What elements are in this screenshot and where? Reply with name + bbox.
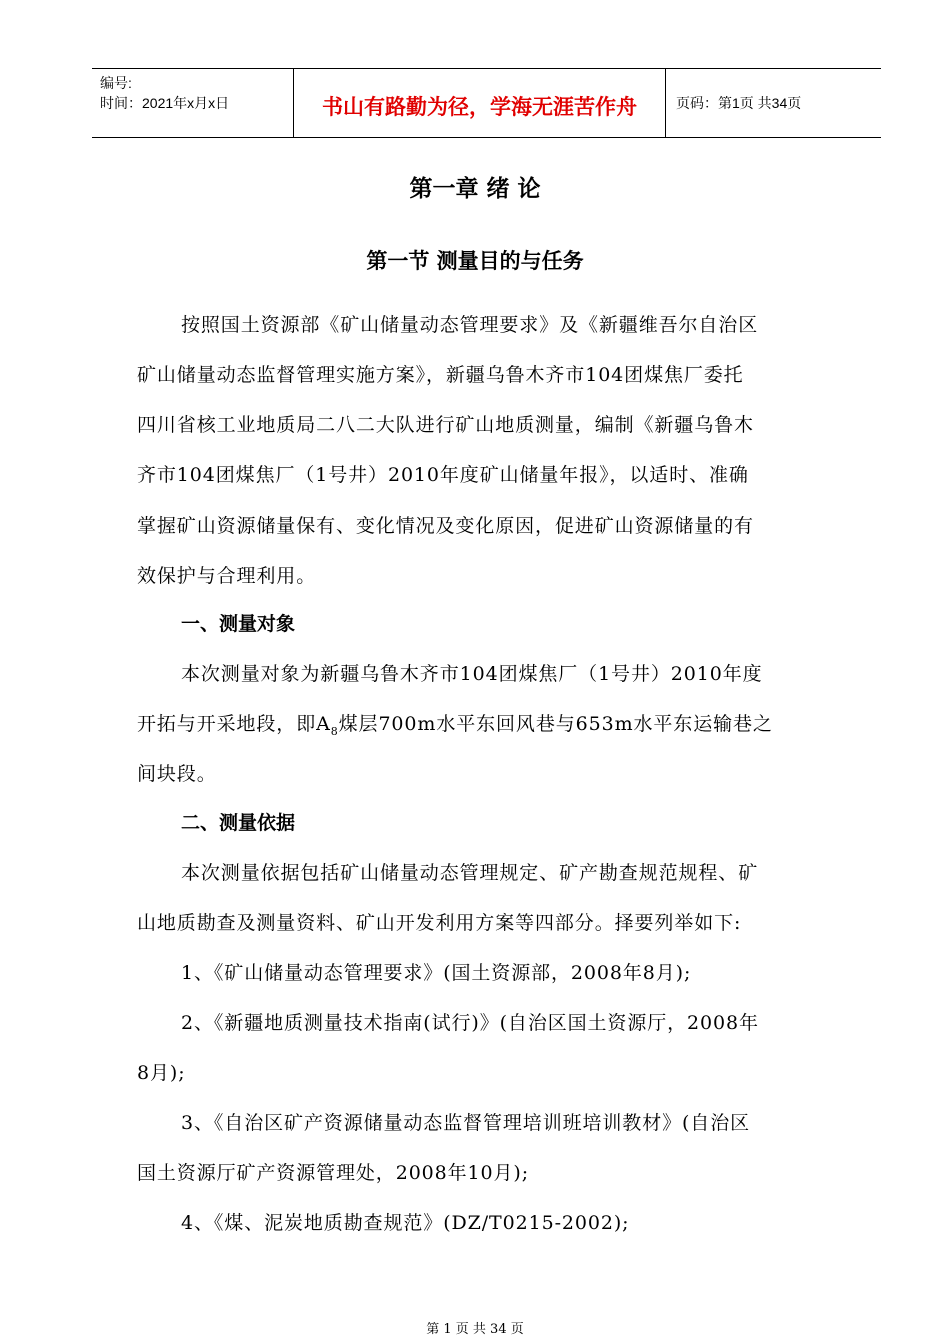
coal-seam-subscript: 8 <box>330 724 339 738</box>
header-motto: 书山有路勤为径，学海无涯苦作舟 <box>322 95 637 119</box>
header-motto-cell <box>293 69 666 137</box>
page-footer: 第 1 页 共 34 页 <box>426 1322 524 1337</box>
chapter-title: 第一章 绪 论 <box>409 176 541 202</box>
document-time-label: 时间：2021年x月x日 <box>100 95 230 111</box>
intro-line: 四川省核工业地质局二八二大队进行矿山地质测量，编制《新疆乌鲁木 <box>137 414 754 436</box>
basis-list-item-cont: 8月); <box>137 1062 186 1084</box>
intro-line: 按照国土资源部《矿山储量动态管理要求》及《新疆维吾尔自治区 <box>181 314 759 336</box>
document-number-label: 编号: <box>100 75 132 91</box>
page-header-table <box>92 68 881 138</box>
basis-list-item-cont: 国土资源厅矿产资源管理处，2008年10月); <box>137 1162 530 1184</box>
heading-survey-object: 一、测量对象 <box>181 613 296 635</box>
object-line-part: 煤层700m水平东回风巷与653m水平东运输巷之 <box>338 713 773 735</box>
object-line: 本次测量对象为新疆乌鲁木齐市104团煤焦厂（1号井）2010年度 <box>181 663 763 685</box>
page-number-label: 页码：第1页 共34页 <box>676 95 802 111</box>
basis-list-item: 1、《矿山储量动态管理要求》(国土资源部，2008年8月); <box>181 962 692 984</box>
heading-survey-basis: 二、测量依据 <box>181 812 296 834</box>
basis-line: 山地质勘查及测量资料、矿山开发利用方案等四部分。择要列举如下: <box>137 912 742 934</box>
basis-list-item: 4、《煤、泥炭地质勘查规范》(DZ/T0215-2002); <box>181 1212 630 1234</box>
header-right-cell <box>666 69 881 137</box>
object-line <box>137 709 773 738</box>
object-line: 间块段。 <box>137 763 217 785</box>
intro-line: 齐市104团煤焦厂（1号井）2010年度矿山储量年报》，以适时、准确 <box>137 464 749 486</box>
header-left-cell <box>92 69 293 137</box>
section-title: 第一节 测量目的与任务 <box>366 249 584 273</box>
basis-list-item: 2、《新疆地质测量技术指南(试行)》(自治区国土资源厅，2008年 <box>181 1012 759 1034</box>
basis-line: 本次测量依据包括矿山储量动态管理规定、矿产勘查规范规程、矿 <box>181 862 759 884</box>
intro-line: 掌握矿山资源储量保有、变化情况及变化原因，促进矿山资源储量的有 <box>137 515 754 537</box>
intro-line: 矿山储量动态监督管理实施方案》，新疆乌鲁木齐市104团煤焦厂委托 <box>137 364 744 386</box>
basis-list-item: 3、《自治区矿产资源储量动态监督管理培训班培训教材》(自治区 <box>181 1112 751 1134</box>
intro-line: 效保护与合理利用。 <box>137 565 317 587</box>
object-line-part: 开拓与开采地段，即A <box>137 713 331 735</box>
